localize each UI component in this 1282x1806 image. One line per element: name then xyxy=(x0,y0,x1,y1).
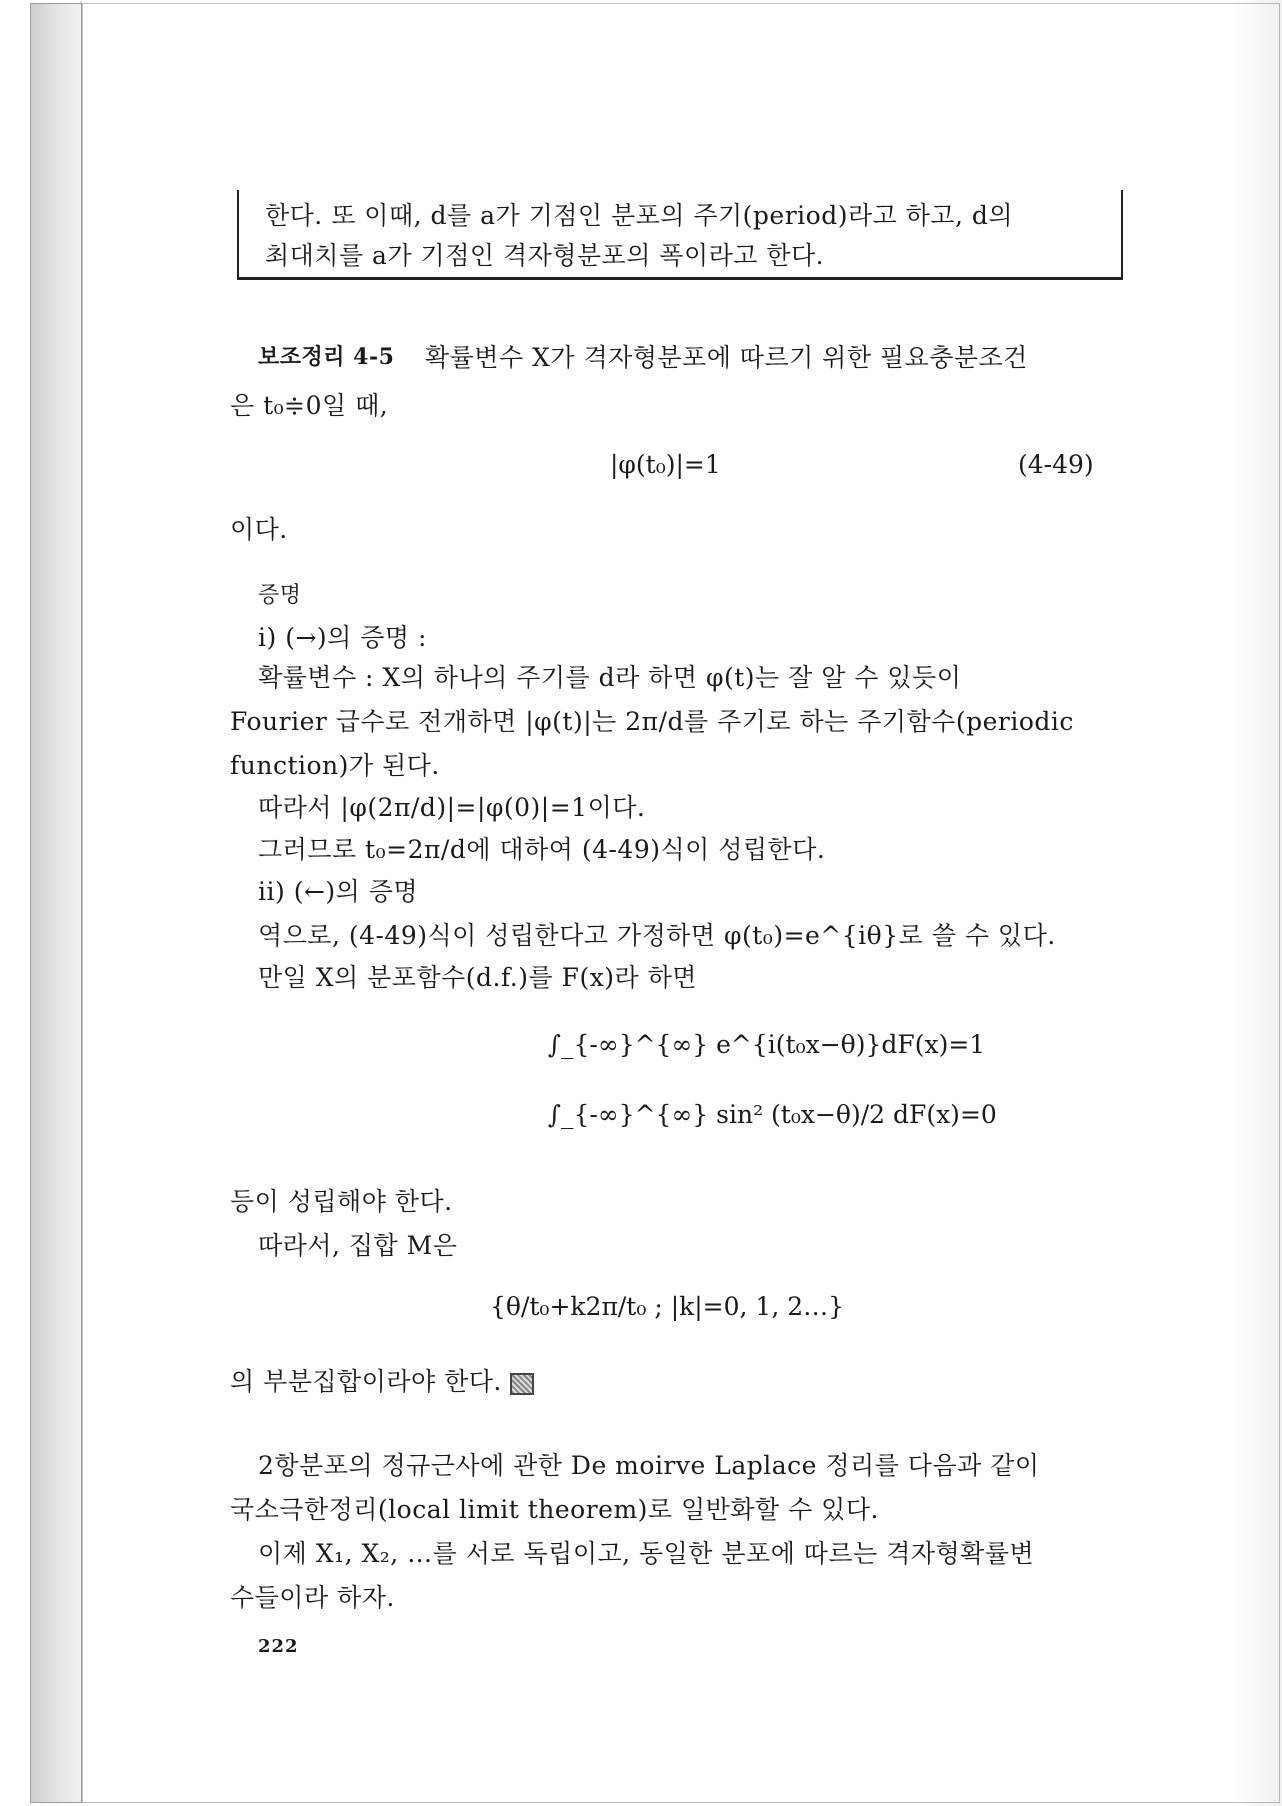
proof-p1-line5: 그러므로 t₀=2π/d에 대하여 (4-49)식이 성립한다. xyxy=(258,835,826,864)
integral-1: ∫_{-∞}^{∞} e^{i(t₀x−θ)}dF(x)=1 xyxy=(548,1030,986,1059)
proof-conclusion-line xyxy=(230,1362,534,1398)
qed-icon xyxy=(510,1373,534,1395)
lemma-after: 이다. xyxy=(230,515,288,544)
proof-heading: 증명 xyxy=(258,583,302,608)
proof-p1-line4: 따라서 |φ(2π/d)|=|φ(0)|=1이다. xyxy=(258,793,646,822)
proof-p1-line3: function)가 된다. xyxy=(230,751,440,780)
proof-p1-line2: Fourier 급수로 전개하면 |φ(t)|는 2π/d를 주기로 하는 주기함수(periodic xyxy=(230,707,1074,736)
proof-part1-title: i) (→)의 증명 : xyxy=(258,623,427,652)
lemma-line-2: 은 t₀≑0일 때, xyxy=(230,391,389,420)
closing-line-1: 2항분포의 정규근사에 관한 De moirve Laplace 정리를 다음과 같이 xyxy=(258,1451,1040,1480)
book-spine xyxy=(30,3,82,1803)
lemma-label: 보조정리 4-5 xyxy=(258,344,395,370)
closing-line-3: 이제 X₁, X₂, …를 서로 독립이고, 동일한 분포에 따르는 격자형확률변 xyxy=(258,1539,1035,1568)
proof-set-intro: 따라서, 집합 M은 xyxy=(258,1231,458,1260)
page-shadow xyxy=(1232,0,1282,1806)
integral-2: ∫_{-∞}^{∞} sin² (t₀x−θ)/2 dF(x)=0 xyxy=(548,1100,997,1129)
set-expression: {θ/t₀+k2π/t₀ ; |k|=0, 1, 2…} xyxy=(490,1292,845,1321)
box-line-2: 최대치를 a가 기점인 격자형분포의 폭이라고 한다. xyxy=(265,241,825,270)
proof-after-integrals: 등이 성립해야 한다. xyxy=(230,1187,453,1216)
closing-line-2: 국소극한정리(local limit theorem)로 일반화할 수 있다. xyxy=(230,1495,879,1524)
page-number: 222 xyxy=(258,1636,299,1657)
equation-4-49: |φ(t₀)|=1 xyxy=(610,450,721,479)
box-line-1: 한다. 또 이때, d를 a가 기점인 분포의 주기(period)라고 하고, d의 xyxy=(265,201,1014,230)
closing-line-4: 수들이라 하자. xyxy=(230,1583,395,1612)
equation-number: (4-49) xyxy=(1018,450,1094,479)
lemma-line-1: 확률변수 X가 격자형분포에 따르기 위한 필요충분조건 xyxy=(425,343,1028,372)
proof-part2-title: ii) (←)의 증명 xyxy=(258,877,419,906)
proof-p2-line1: 역으로, (4-49)식이 성립한다고 가정하면 φ(t₀)=e^{iθ}로 쓸 수 있다. xyxy=(258,921,1056,950)
proof-p2-line2: 만일 X의 분포함수(d.f.)를 F(x)라 하면 xyxy=(258,963,697,992)
proof-conclusion: 의 부분집합이라야 한다. xyxy=(230,1367,502,1396)
proof-p1-line1: 확률변수 : X의 하나의 주기를 d라 하면 φ(t)는 잘 알 수 있듯이 xyxy=(258,663,962,692)
